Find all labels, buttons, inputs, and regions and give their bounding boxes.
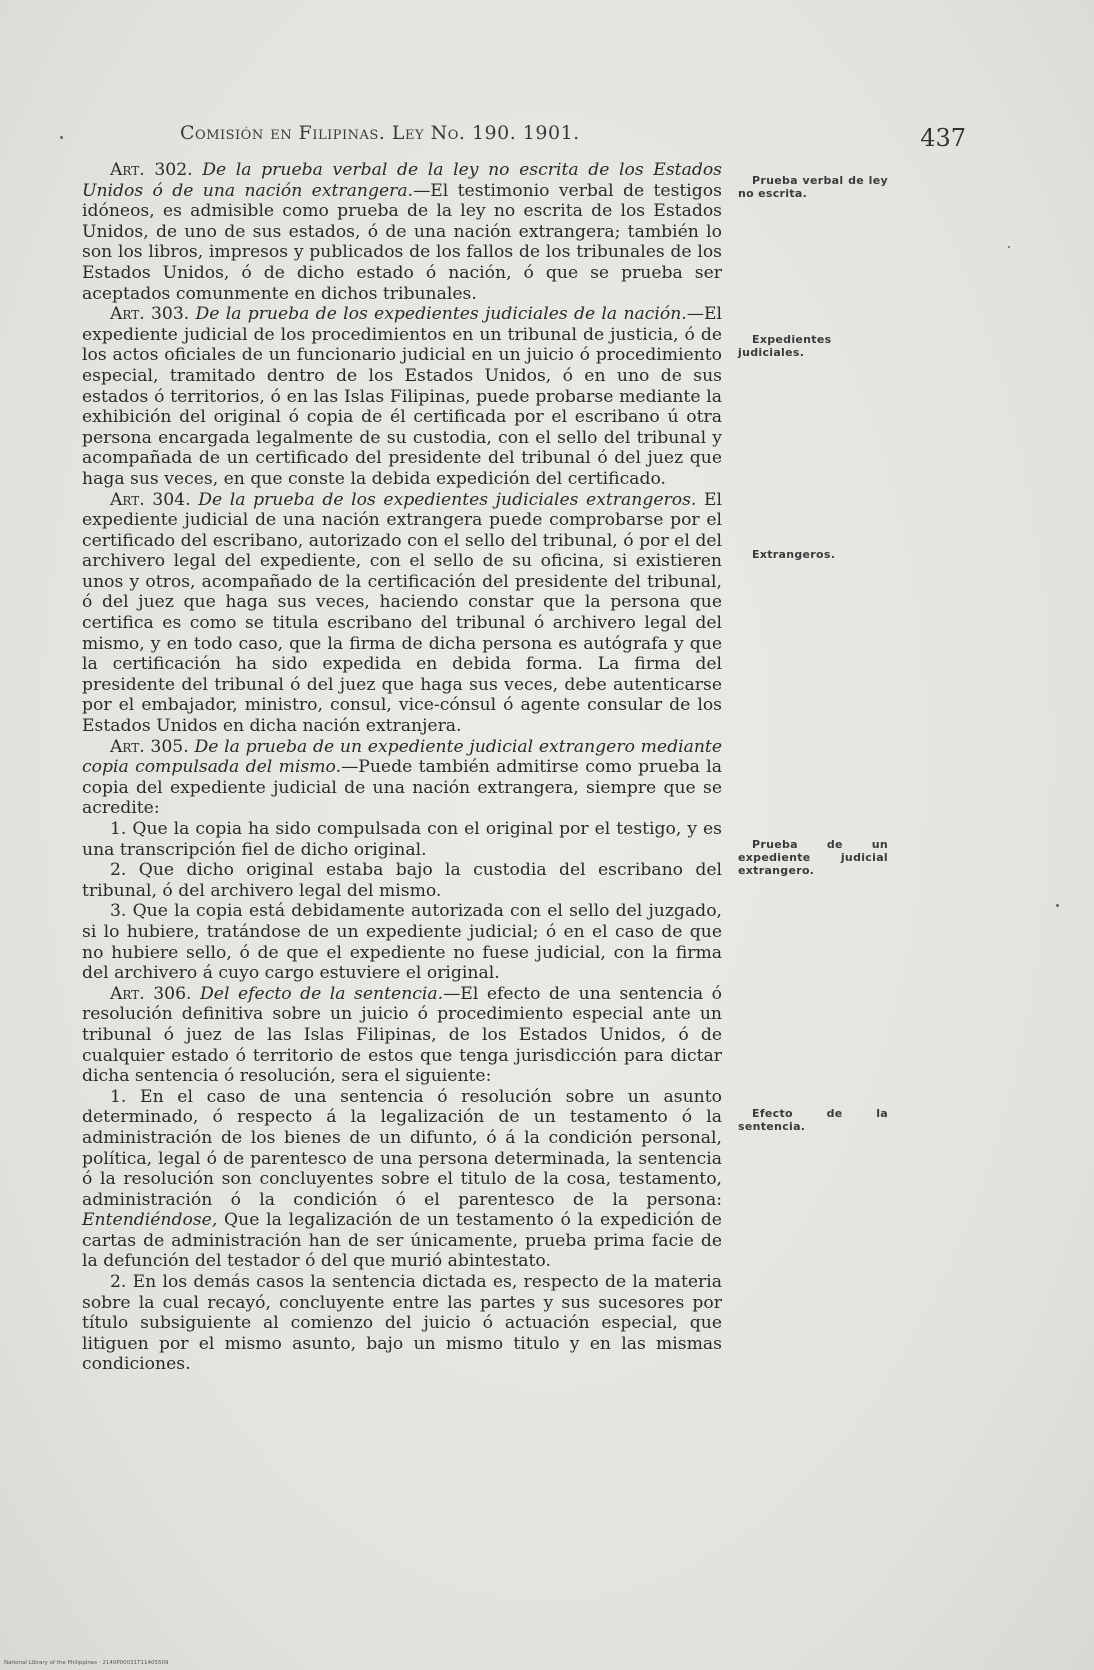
- article-306: [82, 984, 722, 1087]
- article-306-item-1: [82, 1087, 722, 1272]
- article-305: [82, 737, 722, 819]
- article-title: De la prueba de un expediente judicial extrangero mediante copia compulsada del mismo.: [82, 736, 723, 778]
- article-label: Art. 305.: [110, 736, 189, 757]
- running-title: Comisión en Filipinas. Ley No. 190. 1901.: [180, 122, 580, 144]
- scan-speck: [60, 136, 63, 139]
- margin-note-extrangeros: Extrangeros.: [752, 548, 836, 561]
- article-label: Art. 303.: [110, 304, 190, 325]
- item-italic: Entendiéndose,: [82, 1210, 218, 1231]
- margin-note-expediente-extrangero: Prueba de un expediente judicial extrangero.: [738, 838, 888, 877]
- margin-note-prueba-verbal: Prueba verbal de ley no escrita.: [738, 174, 888, 200]
- article-label: Art. 304.: [110, 489, 191, 510]
- item-text: 1. En el caso de una sentencia ó resolución sobre un asunto determinado, ó respecto á la legalización de un testamento ó la administración de los bienes de un difunto, ó á la condición personal, política, legal ó de parentesco de una persona determinada, la sentencia ó la resolución son concluyentes sobre el titulo de la cosa, testamento, administración ó la condición ó el parentesco de la persona:: [82, 1086, 722, 1210]
- article-title: De la prueba de los expedientes judiciales de la nación.: [195, 304, 687, 325]
- article-title: Del efecto de la sentencia.: [200, 983, 444, 1004]
- item-text-rest: Que la legalización de un testamento ó la expedición de cartas de administración han de ser únicamente, prueba prima facie de la defunción del testador ó del que murió abintestato.: [82, 1210, 722, 1272]
- scan-speck: [1056, 904, 1059, 907]
- article-305-item-3: 3. Que la copia está debidamente autorizada con el sello del juzgado, si lo hubiere, tratándose de un expediente judicial; ó en el caso de que no hubiere sello, ó de que el expediente no fuese judicial, con la firma del archivero á cuyo cargo estuviere el original.: [82, 901, 722, 984]
- article-302: [82, 160, 722, 304]
- margin-note-expedientes-judiciales: Expedientes judiciales.: [738, 333, 832, 359]
- article-text: —Puede también admitirse como prueba la copia del expediente judicial de una nación extrangera, siempre que se acredite:: [82, 757, 722, 819]
- article-305-item-2: 2. Que dicho original estaba bajo la custodia del escribano del tribunal, ó del archivero legal del mismo.: [82, 860, 722, 901]
- article-title: De la prueba de los expedientes judiciales extrangeros.: [198, 489, 697, 510]
- digitization-credit: National Library of the Philippines · 2140P00031T11405509: [4, 1660, 169, 1666]
- article-title: De la prueba verbal de la ley no escrita de los Estados Unidos ó de una nación extrangera.: [82, 160, 722, 201]
- margin-note-efecto-sentencia: Efecto de la sentencia.: [738, 1107, 888, 1133]
- article-306-item-2: 2. En los demás casos la sentencia dictada es, respecto de la materia sobre la cual recayó, concluyente entre las partes y sus sucesores por título subsiguiente al comienzo del juicio ó actuación especial, que litiguen por el mismo asunto, bajo un mismo titulo y en las mismas condiciones.: [82, 1272, 722, 1375]
- body-text: [82, 160, 722, 1375]
- article-label: Art. 302.: [110, 160, 193, 180]
- article-text: —El efecto de una sentencia ó resolución definitiva sobre un juicio ó procedimiento especial ante un tribunal ó juez de las Islas Filipinas, de los Estados Unidos, ó de cualquier estado ó territorio de estos que tenga jurisdicción para dictar dicha sentencia ó resolución, sera el siguiente:: [82, 983, 723, 1087]
- article-303: [82, 304, 722, 489]
- scan-speck: [1008, 246, 1010, 248]
- article-label: Art. 306.: [110, 983, 192, 1004]
- running-header: [180, 122, 580, 144]
- article-text: —El testimonio verbal de testigos idóneos, es admisible como prueba de la ley no escrita de los Estados Unidos, de uno de sus estados, ó de una nación extrangera; también lo son los libros, impresos y publicados de los fallos de los tribunales de los Estados Unidos, ó de dicho estado ó nación, ó que se prueba ser aceptados comunmente en dichos tribunales.: [82, 180, 722, 304]
- page-number: 437: [920, 124, 966, 152]
- article-305-item-1: 1. Que la copia ha sido compulsada con el original por el testigo, y es una transcripción fiel de dicho original.: [82, 819, 722, 860]
- article-text: El expediente judicial de una nación extrangera puede comprobarse por el certificado del escribano, autorizado con el sello del tribunal, ó por el del archivero legal del expediente, con el sello de su oficina, si existieren unos y otros, acompañado de la certificación del presidente del tribunal, ó del juez que haga sus veces, haciendo constar que la persona que certifica es como se titula escribano del tribunal ó archivero legal del mismo, y en todo caso, que la firma de dicha persona es autógrafa y que la certificación ha sido expedida en debida forma. La firma del presidente del tribunal ó del juez que haga sus veces, debe autenticarse por el embajador, ministro, consul, vice-cónsul ó agente consular de los Estados Unidos en dicha nación extranjera.: [82, 489, 723, 737]
- article-304: [82, 490, 722, 737]
- article-text: —El expediente judicial de los procedimientos en un tribunal de justicia, ó de los actos oficiales de un funcionario judicial en un juicio ó procedimiento especial, tramitado dentro de los Estados Unidos, ó en uno de sus estados ó territorios, ó en las Islas Filipinas, puede probarse mediante la exhibición del original ó copia de él certificada por el escribano ú otra persona encargada legalmente de su custodia, con el sello del tribunal y acompañada de un certificado del presidente del tribunal ó del juez que haga sus veces, en que conste la debida expedición del certificado.: [82, 304, 722, 489]
